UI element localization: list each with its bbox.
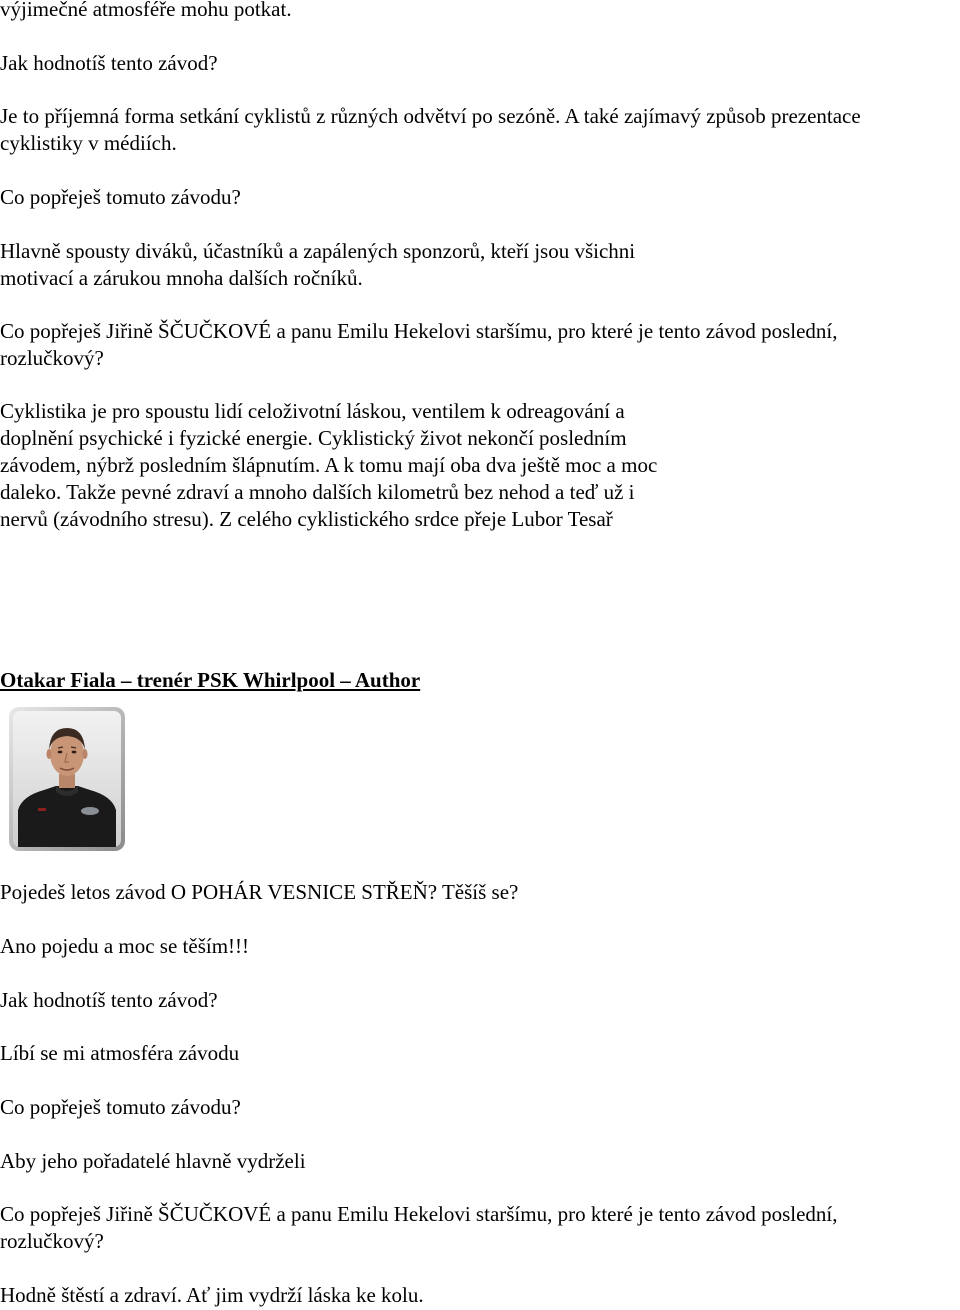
answer-rating-2: [0, 1040, 239, 1067]
answer-wish-race: [0, 238, 635, 292]
answer-wish-farewell: [0, 398, 657, 533]
question-wish-race: [0, 184, 241, 211]
answer-riding: [0, 933, 249, 960]
text-line: Aby jeho pořadatelé hlavně vydrželi: [0, 1149, 306, 1173]
text-line: nervů (závodního stresu). Z celého cyklistického srdce přeje Lubor Tesař: [0, 507, 613, 531]
text-line: závodem, nýbrž posledním šlápnutím. A k tomu mají oba dva ještě moc a moc: [0, 453, 658, 477]
answer-wish-farewell-2: [0, 1282, 424, 1309]
text-line: Co popřeješ Jiřině ŠČUČKOVÉ a panu Emilu Hekelovi staršímu, pro které je tento závod poslední,: [0, 319, 838, 343]
text-line: Otakar Fiala – trenér PSK Whirlpool – Author: [0, 668, 421, 692]
question-rating-2: [0, 987, 218, 1014]
question-rating: [0, 50, 218, 77]
answer-wish-race-2: [0, 1148, 306, 1175]
text-line: motivací a zárukou mnoha dalších ročníků.: [0, 266, 363, 290]
text-line: Hlavně spousty diváků, účastníků a zapálených sponzorů, kteří jsou všichni: [0, 239, 636, 263]
text-line: cyklistiky v médiích.: [0, 131, 177, 155]
text-line: Co popřeješ tomuto závodu?: [0, 185, 241, 209]
text-line: Ano pojedu a moc se těším!!!: [0, 934, 250, 958]
text-line: rozlučkový?: [0, 1229, 104, 1253]
text-line: rozlučkový?: [0, 346, 104, 370]
text-line: doplnění psychické i fyzické energie. Cyklistický život nekončí posledním: [0, 426, 627, 450]
question-riding: [0, 879, 518, 906]
text-line: Líbí se mi atmosféra závodu: [0, 1041, 240, 1065]
answer-rating: [0, 103, 861, 157]
text-line: Co popřeješ tomuto závodu?: [0, 1095, 241, 1119]
portrait-image: [8, 706, 126, 852]
question-wish-race-2: [0, 1094, 241, 1121]
text-line: daleko. Takže pevné zdraví a mnoho dalších kilometrů bez nehod a teď už i: [0, 480, 635, 504]
text-line: Pojedeš letos závod O POHÁR VESNICE STŘEŇ? Těšíš se?: [0, 880, 519, 904]
text-line: Co popřeješ Jiřině ŠČUČKOVÉ a panu Emilu Hekelovi staršímu, pro které je tento závod poslední,: [0, 1202, 838, 1226]
question-wish-farewell: [0, 318, 838, 372]
text-line: Cyklistika je pro spoustu lidí celoživotní láskou, ventilem k odreagování a: [0, 399, 625, 423]
paragraph-atmosphere-end: [0, 0, 292, 23]
author-heading: [0, 667, 420, 694]
text-line: Jak hodnotíš tento závod?: [0, 51, 218, 75]
text-line: Je to příjemná forma setkání cyklistů z různých odvětví po sezóně. A také zajímavý způsob prezentace: [0, 104, 861, 128]
text-line: Jak hodnotíš tento závod?: [0, 988, 218, 1012]
text-line: Hodně štěstí a zdraví. Ať jim vydrží láska ke kolu.: [0, 1283, 424, 1307]
author-photo: [8, 706, 126, 852]
text-line: výjimečné atmosféře mohu potkat.: [0, 0, 292, 21]
question-wish-farewell-2: [0, 1201, 838, 1255]
